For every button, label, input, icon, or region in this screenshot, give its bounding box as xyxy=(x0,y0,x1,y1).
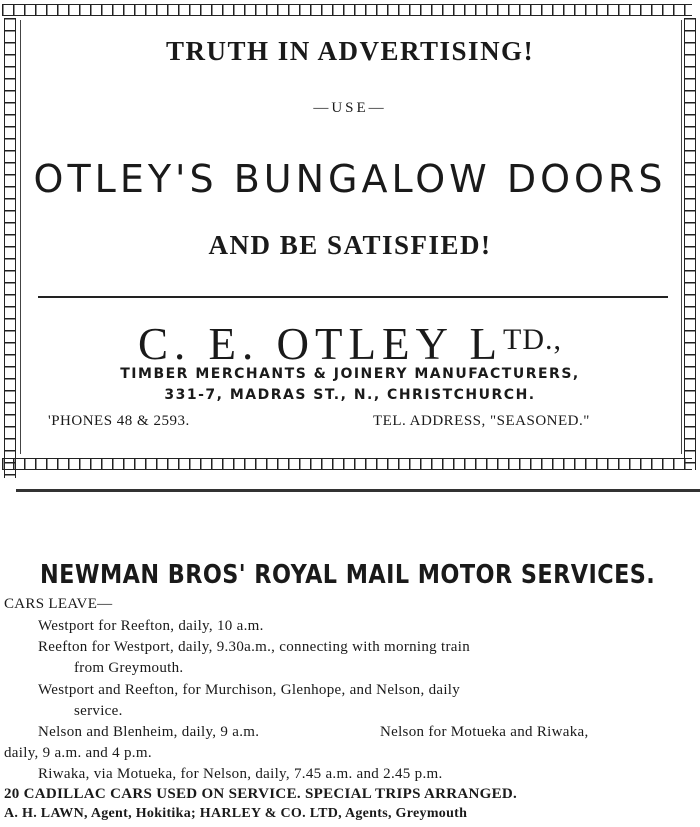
route-line: Nelson and Blenheim, daily, 9 a.m. xyxy=(38,724,260,740)
company-name xyxy=(0,318,700,370)
route-line: from Greymouth. xyxy=(74,660,184,676)
satisfied-line: AND BE SATISFIED! xyxy=(208,230,492,260)
route-line: Westport and Reefton, for Murchison, Glenhope, and Nelson, daily xyxy=(38,682,461,698)
company-name-suffix: TD., xyxy=(503,323,563,356)
telegraph-address: TEL. ADDRESS, "SEASONED." xyxy=(373,413,590,429)
route-line: Nelson for Motueka and Riwaka, xyxy=(380,724,589,740)
route-line: daily, 9 a.m. and 4 p.m. xyxy=(4,745,152,761)
ornamental-border-top xyxy=(2,4,692,16)
route-line: Reefton for Westport, daily, 9.30a.m., connecting with morning train xyxy=(38,639,471,655)
use-line: —USE— xyxy=(313,100,387,116)
divider-rule xyxy=(38,296,668,298)
route-line: Westport for Reefton, daily, 10 a.m. xyxy=(38,618,264,634)
product-name: OTLEY'S BUNGALOW DOORS xyxy=(33,157,667,201)
company-address: 331-7, MADRAS ST., N., CHRISTCHURCH. xyxy=(164,387,536,403)
cadillac-notice: 20 CADILLAC CARS USED ON SERVICE. SPECIAL TRIPS ARRANGED. xyxy=(4,786,518,802)
cars-leave-label: CARS LEAVE— xyxy=(4,596,113,612)
section-separator xyxy=(16,489,700,492)
company-name-main: C. E. OTLEY L xyxy=(137,319,504,369)
trade-description: TIMBER MERCHANTS & JOINERY MANUFACTURERS, xyxy=(120,366,580,382)
agents-line: A. H. LAWN, Agent, Hokitika; HARLEY & CO. LTD, Agents, Greymouth xyxy=(4,806,468,821)
phone-numbers: 'PHONES 48 & 2593. xyxy=(48,413,190,429)
ornamental-border-bottom xyxy=(2,458,692,470)
motor-services-title: NEWMAN BROS' ROYAL MAIL MOTOR SERVICES. xyxy=(40,560,656,590)
route-line: service. xyxy=(74,703,123,719)
route-line: Riwaka, via Motueka, for Nelson, daily, 7.45 a.m. and 2.45 p.m. xyxy=(38,766,443,782)
ad-headline: TRUTH IN ADVERTISING! xyxy=(165,36,535,66)
